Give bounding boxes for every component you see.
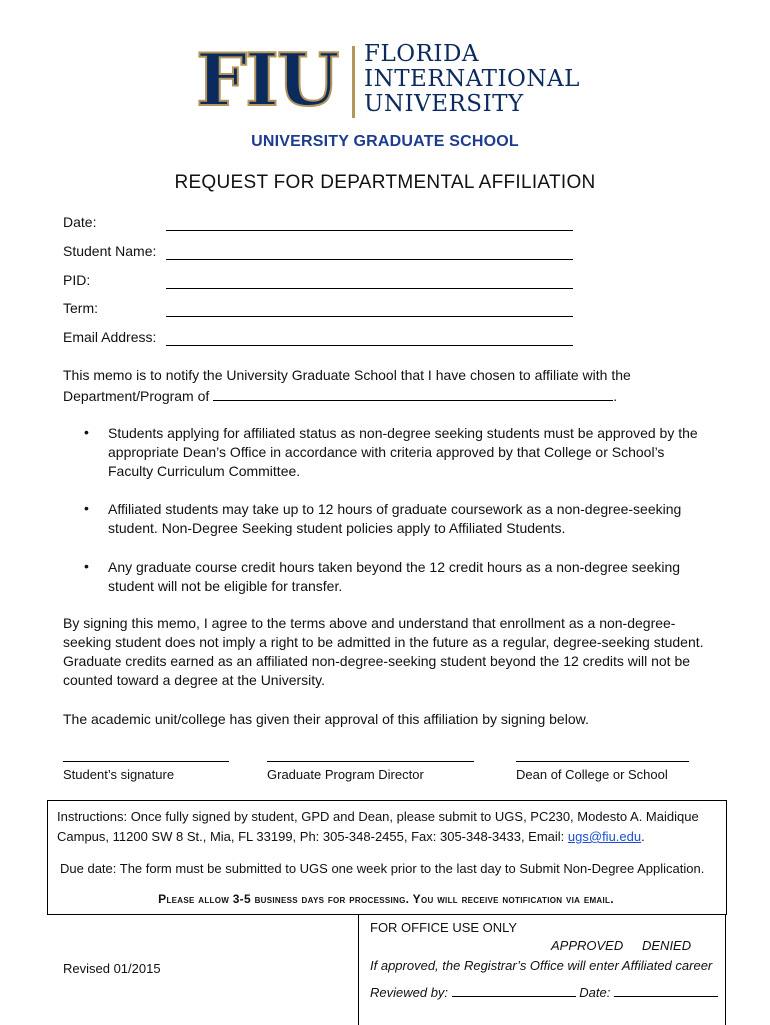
bullet-icon: • [84, 500, 89, 516]
reviewed-by-label: Reviewed by: [370, 985, 449, 1000]
due-date-text: Due date: The form must be submitted to UGS one week prior to the last day to Submit Non-Degree Application. [60, 861, 705, 876]
date-field[interactable] [166, 229, 573, 231]
logo-line-2: INTERNATIONAL [364, 66, 580, 92]
memo-line-1: This memo is to notify the University Graduate School that I have chosen to affiliate with the [63, 367, 631, 383]
instructions-address: Campus, 11200 SW 8 St., Mia, FL 33199, Ph: 305-348-2455, Fax: 305-348-3433, Email: [57, 829, 568, 844]
document-title: REQUEST FOR DEPARTMENTAL AFFILIATION [174, 172, 596, 193]
reviewed-by-row [370, 985, 718, 1000]
term-label: Term: [63, 300, 98, 316]
instructions-period: . [641, 829, 645, 844]
logo-line-1: FLORIDA [364, 41, 480, 67]
bullet-item: Students applying for affiliated status as non-degree seeking students must be approved by the appropriate Dean’s Office in accordance with criteria approved by that College or School’s Faculty Curriculum Committee. [108, 425, 698, 479]
student-name-label: Student Name: [63, 243, 157, 259]
dean-signature-line[interactable] [516, 760, 689, 762]
agreement-paragraph: By signing this memo, I agree to the terms above and understand that enrollment as a non-degree-seeking student does not imply a right to be admitted in the future as a regular, degree-seeking student. Graduate credits earned as an affiliated non-degree-seeking student beyond the 12 credits will not be counted toward a degree at the University. [63, 615, 704, 688]
student-signature-label: Student’s signature [63, 767, 175, 782]
email-link[interactable]: ugs@fiu.edu [567, 829, 642, 844]
approved-option[interactable]: APPROVED [551, 938, 624, 953]
pid-label: PID: [63, 272, 91, 288]
student-name-field[interactable] [166, 258, 573, 260]
reviewed-by-field[interactable] [452, 985, 576, 997]
director-signature-label: Graduate Program Director [267, 767, 424, 782]
office-note: If approved, the Registrar’s Office will enter Affiliated career [370, 958, 713, 973]
bullet-icon: • [84, 558, 89, 574]
memo-line-2 [63, 387, 713, 406]
logo-line-3: UNIVERSITY [364, 91, 524, 117]
bullet-icon: • [84, 424, 89, 440]
bullet-item: Any graduate course credit hours taken beyond the 12 credit hours as a non-degree seeking student will not be eligible for transfer. [108, 559, 681, 594]
department-program-field[interactable] [213, 388, 613, 401]
memo-program-prefix: Department/Program of [63, 388, 210, 404]
director-signature-line[interactable] [267, 760, 474, 762]
office-date-field[interactable] [614, 985, 718, 997]
logo-wordmark [364, 42, 580, 117]
fiu-logo-mark [196, 37, 344, 122]
instructions-line-2 [57, 827, 717, 847]
revision-date: Revised 01/2015 [63, 961, 161, 976]
term-field[interactable] [166, 315, 573, 317]
instructions-line-1: Instructions: Once fully signed by student, GPD and Dean, please submit to UGS, PC230, Modesto A. Maidique [57, 809, 699, 824]
processing-notice: Please allow 3-5 business days for processing. You will receive notification via email. [158, 892, 614, 906]
dean-signature-label: Dean of College or School [516, 767, 668, 782]
date-label: Date: [63, 214, 97, 230]
pid-field[interactable] [166, 287, 573, 289]
office-date-label: Date: [579, 985, 611, 1000]
logo-divider [352, 46, 355, 118]
bullet-item: Affiliated students may take up to 12 hours of graduate coursework as a non-degree-seeking student. Non-Degree Seeking student policies apply to Affiliated Students. [108, 501, 682, 536]
logo-mark-text: FIU [196, 37, 338, 122]
email-label: Email Address: [63, 329, 157, 345]
denied-option[interactable]: DENIED [642, 938, 692, 953]
approval-statement: The academic unit/college has given their approval of this affiliation by signing below. [63, 711, 589, 727]
student-signature-line[interactable] [63, 760, 229, 762]
email-field[interactable] [166, 344, 573, 346]
school-name: UNIVERSITY GRADUATE SCHOOL [251, 133, 519, 150]
office-use-title: FOR OFFICE USE ONLY [370, 920, 518, 935]
memo-program-suffix: . [613, 388, 618, 404]
